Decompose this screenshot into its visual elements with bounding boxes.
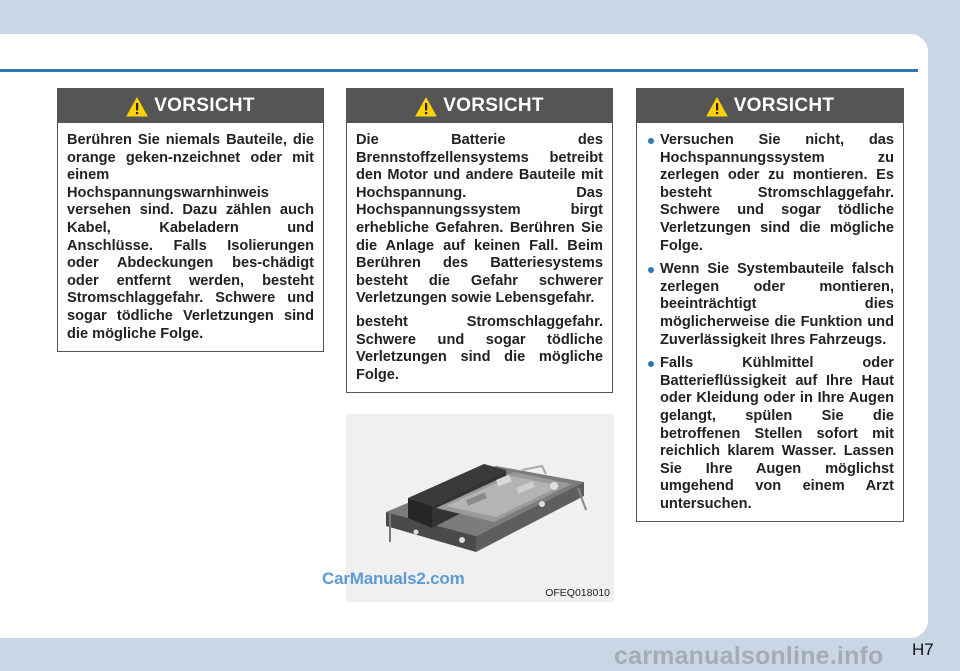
caution-paragraph: Berühren Sie niemals Bauteile, die orange geken-nzeichnet oder mit einem Hochspannungswarnhinweis versehen sind. Dazu zählen auch Kabel, Kabeladern und Anschlüsse. Falls Isolierungen oder Abdeckungen bes-chädigt oder entfernt werden, besteht Stromschlaggefahr. Schwere und sogar tödliche Verletzungen sind die mögliche Folge. — [67, 132, 314, 342]
caution-title: VORSICHT — [443, 95, 544, 116]
caution-bullet: Wenn Sie Systembauteile falsch zerlegen oder montieren, beeinträchtigt dies möglicherweise die Funktion und Zuverlässigkeit Ihres Fahrzeugs. — [646, 261, 894, 349]
caution-paragraph: besteht Stromschlaggefahr. Schwere und sogar tödliche Verletzungen sind die mögliche Folge. — [356, 313, 603, 383]
warning-triangle-icon — [415, 97, 437, 117]
caution-header — [637, 89, 903, 123]
caution-box-2 — [346, 88, 613, 393]
caution-box-1 — [57, 88, 324, 352]
caution-box-3 — [636, 88, 904, 522]
warning-triangle-icon — [706, 97, 728, 117]
footer-watermark: carmanualsonline.info — [614, 642, 884, 670]
caution-bullet: Falls Kühlmittel oder Batterieflüssigkeit auf Ihre Haut oder Kleidung oder in Ihre Augen gelangt, spülen Sie die betroffenen Stellen sofort mit reichlich klarem Wasser. Lassen Sie Ihre Augen möglichst umgehend von einem Arzt untersuchen. — [646, 355, 894, 513]
caution-header — [58, 89, 323, 123]
caution-header — [347, 89, 612, 123]
caution-title: VORSICHT — [154, 95, 255, 116]
caution-text — [58, 123, 323, 351]
caution-text — [637, 123, 903, 521]
caution-bullet: Versuchen Sie nicht, das Hochspannungssystem zu zerlegen oder zu montieren. Es besteht Stromschlaggefahr. Schwere und sogar tödliche Verletzungen sind die mögliche Folge. — [646, 132, 894, 255]
figure-code: OFEQ018010 — [545, 587, 610, 599]
caution-title: VORSICHT — [733, 95, 835, 116]
page-number: H7 — [912, 640, 934, 659]
header-rule — [0, 69, 918, 72]
caution-paragraph: Die Batterie des Brennstoffzellensystems betreibt den Motor und andere Bauteile mit Hochspannung. Das Hochspannungssystem birgt erhebliche Gefahren. Berühren Sie die Anlage auf keinen Fall. Beim Berühren des Batteriesystems besteht die Gefahr schwerer Verletzungen sowie Lebensgefahr. — [356, 132, 603, 307]
caution-text — [347, 123, 612, 392]
site-watermark: CarManuals2.com — [322, 569, 465, 588]
caution-bullet-list — [646, 132, 894, 513]
warning-triangle-icon — [126, 97, 148, 117]
